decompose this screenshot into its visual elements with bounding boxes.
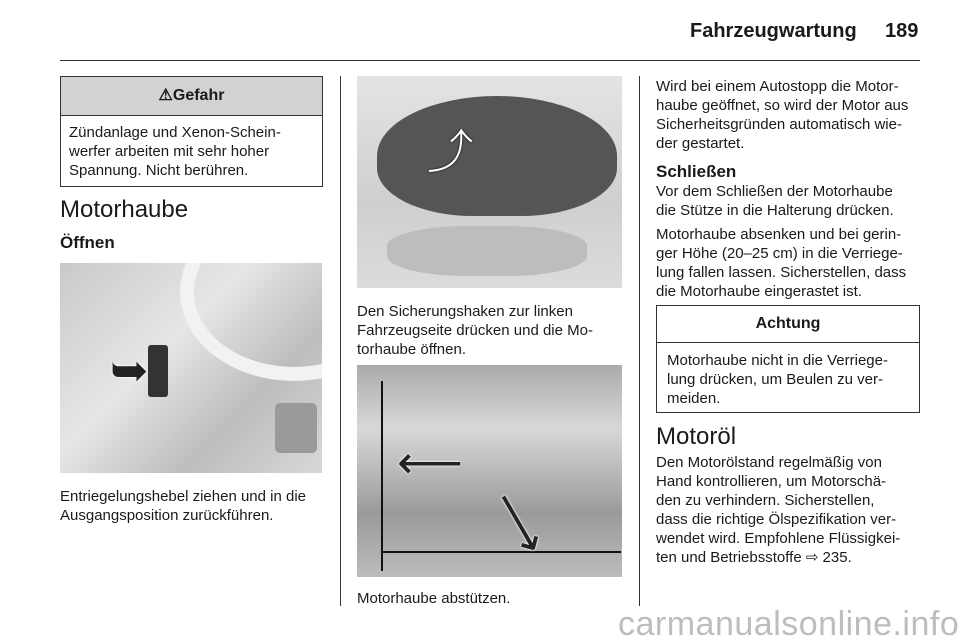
heading-motoroel: Motoröl bbox=[656, 423, 737, 450]
caution-box bbox=[656, 305, 920, 413]
danger-box-header bbox=[61, 77, 322, 116]
danger-text: Spannung. Nicht berühren. bbox=[69, 162, 249, 179]
paragraph-line: ten und Betriebsstoffe ⇨ 235. bbox=[656, 549, 852, 566]
heading-motorhaube: Motorhaube bbox=[60, 196, 189, 223]
paragraph-line: der gestartet. bbox=[656, 135, 745, 152]
subheading-oeffnen: Öffnen bbox=[60, 233, 115, 252]
heading-schliessen: Schließen bbox=[656, 162, 737, 181]
arrow-icon: ➥ bbox=[110, 344, 149, 396]
danger-box bbox=[60, 76, 323, 187]
caution-text: meiden. bbox=[667, 390, 721, 407]
paragraph-line: den zu verhindern. Sicherstellen, bbox=[656, 492, 875, 509]
caption: torhaube öffnen. bbox=[357, 341, 466, 358]
danger-text: werfer arbeiten mit sehr hoher bbox=[69, 143, 270, 160]
arrow-icon: ⟵ bbox=[397, 436, 463, 488]
hood-open-image bbox=[357, 76, 622, 288]
caution-text: lung drücken, um Beulen zu ver- bbox=[667, 371, 883, 388]
caption: Ausgangsposition zurückführen. bbox=[60, 507, 274, 524]
caution-text: Motorhaube nicht in die Verriege- bbox=[667, 352, 888, 369]
paragraph-line: Hand kontrollieren, um Motorschä- bbox=[656, 473, 887, 490]
page-number: 189 bbox=[885, 20, 919, 42]
arrow-icon: ⟶ bbox=[480, 480, 559, 564]
paragraph-line: Motorhaube absenken und bei gerin- bbox=[656, 226, 902, 243]
paragraph-line: wendet wird. Empfohlene Flüssigkei- bbox=[656, 530, 901, 547]
danger-title: Gefahr bbox=[172, 87, 225, 104]
paragraph-line: Wird bei einem Autostopp die Motor- bbox=[656, 78, 899, 95]
paragraph-line: lung fallen lassen. Sicherstellen, dass bbox=[656, 264, 907, 281]
watermark: carmanualsonline.info bbox=[618, 605, 960, 643]
header-rule bbox=[60, 60, 920, 61]
paragraph-line: haube geöffnet, so wird der Motor aus bbox=[656, 97, 909, 114]
caption: Motorhaube abstützen. bbox=[357, 590, 511, 607]
warning-triangle-icon: ⚠ bbox=[158, 87, 173, 104]
paragraph-line: Den Motorölstand regelmäßig von bbox=[656, 454, 882, 471]
paragraph-line: ger Höhe (20–25 cm) in die Verriege- bbox=[656, 245, 903, 262]
column-divider bbox=[340, 76, 341, 606]
hood-prop-image bbox=[357, 365, 622, 577]
danger-text: Zündanlage und Xenon-Schein- bbox=[69, 124, 281, 141]
paragraph-line: die Motorhaube eingerastet ist. bbox=[656, 283, 862, 300]
caption: Den Sicherungshaken zur linken bbox=[357, 303, 573, 320]
caption: Entriegelungshebel ziehen und in die bbox=[60, 488, 307, 505]
paragraph-line: Vor dem Schließen der Motorhaube bbox=[656, 183, 893, 200]
arrow-icon: ⤴ bbox=[427, 126, 473, 178]
caption: Fahrzeugseite drücken und die Mo- bbox=[357, 322, 593, 339]
caution-title: Achtung bbox=[657, 306, 919, 343]
hood-release-lever-image bbox=[60, 263, 322, 473]
paragraph-line: dass die richtige Ölspezifikation ver- bbox=[656, 511, 897, 528]
paragraph-line: Sicherheitsgründen automatisch wie- bbox=[656, 116, 902, 133]
paragraph-line: die Stütze in die Halterung drücken. bbox=[656, 202, 894, 219]
section-title: Fahrzeugwartung bbox=[690, 20, 857, 42]
column-divider bbox=[639, 76, 640, 606]
